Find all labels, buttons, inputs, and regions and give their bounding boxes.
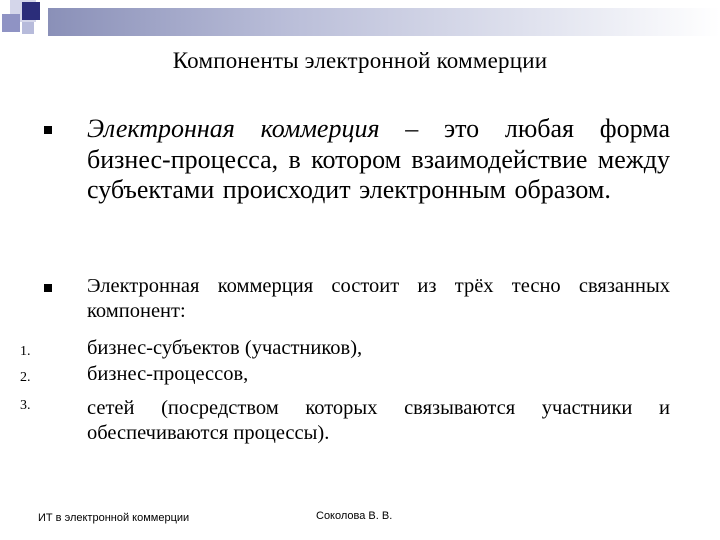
definition-paragraph: [87, 114, 670, 206]
corner-square-mid: [2, 14, 20, 32]
footer-author: Соколова В. В.: [316, 510, 393, 522]
list-number: 2.: [20, 370, 31, 385]
bullet-marker-2: [44, 284, 52, 292]
slide-title: Компоненты электронной коммерции: [172, 48, 548, 73]
bullet-marker-1: [44, 126, 52, 134]
list-number: 1.: [20, 344, 31, 359]
definition-text: – это любая форма бизнес-процесса, в котором взаимодействие между субъектами происходит электронным образом.: [87, 114, 670, 204]
list-item: бизнес-процессов,: [87, 363, 249, 385]
list-item: сетей (посредством которых связываются участники и обеспечиваются процессы).: [87, 397, 670, 444]
components-intro: Электронная коммерция состоит из трёх тесно связанных компонент:: [87, 275, 670, 322]
footer-course-title: ИТ в электронной коммерции: [38, 512, 190, 524]
corner-square-small: [22, 22, 34, 34]
corner-square-dark: [22, 2, 40, 20]
list-number: 3.: [20, 398, 31, 413]
header-gradient-bar: [48, 8, 720, 36]
definition-term: Электронная коммерция: [87, 114, 380, 143]
list-item: бизнес-субъектов (участников),: [87, 337, 363, 359]
